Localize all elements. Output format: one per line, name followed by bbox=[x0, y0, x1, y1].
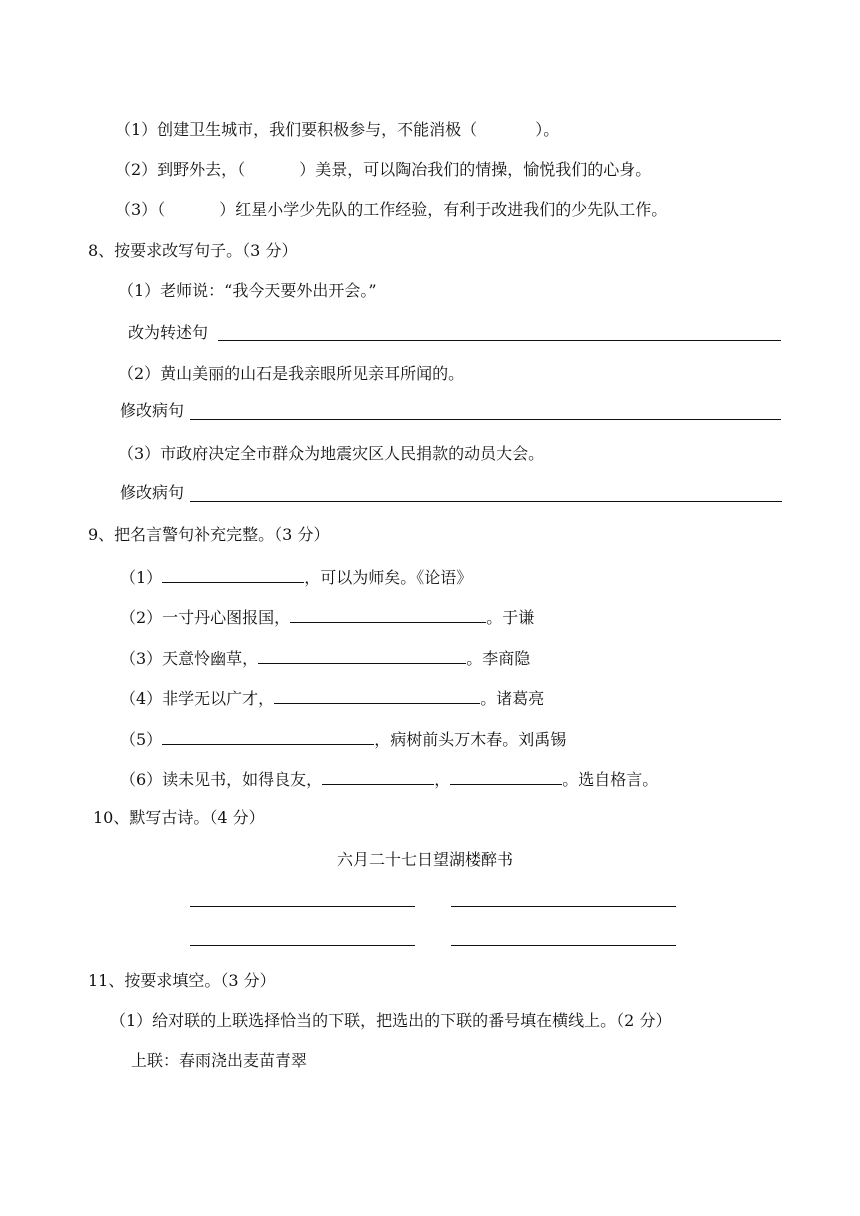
q7-item-2 bbox=[115, 159, 651, 181]
q9-item-6-middle: ， bbox=[434, 770, 451, 789]
q11-heading: 11、按要求填空。（3 分） bbox=[88, 971, 276, 990]
q8-item-2-answer-line[interactable] bbox=[190, 419, 781, 420]
q9-item-2-suffix: 。于谦 bbox=[486, 608, 535, 627]
q9-item-6 bbox=[120, 767, 658, 791]
q8-item-1-text: （1）老师说：“我今天要外出开会。” bbox=[118, 281, 377, 300]
q10-poem-line-1[interactable] bbox=[190, 906, 415, 907]
q9-heading: 9、把名言警句补充完整。（3 分） bbox=[88, 525, 330, 544]
q8-item-2-label: 修改病句 bbox=[120, 401, 185, 420]
q9-item-3-blank[interactable] bbox=[258, 646, 466, 664]
q11-upper-couplet: 上联：春雨浇出麦苗青翠 bbox=[131, 1051, 308, 1070]
q8-item-1-answer-line[interactable] bbox=[218, 340, 781, 341]
q9-item-5 bbox=[120, 727, 566, 751]
q9-item-3 bbox=[120, 646, 530, 670]
q9-item-4-suffix: 。诸葛亮 bbox=[480, 689, 545, 708]
q9-item-1 bbox=[120, 565, 472, 589]
q11-item-1-text: （1）给对联的上联选择恰当的下联，把选出的下联的番号填在横线上。（2 分） bbox=[110, 1011, 672, 1030]
q7-item-1 bbox=[115, 119, 559, 141]
q8-item-3-label: 修改病句 bbox=[120, 483, 185, 502]
q9-item-6-blank-1[interactable] bbox=[322, 767, 434, 785]
q9-item-4-prefix: （4）非学无以广才， bbox=[120, 689, 275, 708]
q9-item-6-prefix: （6）读未见书，如得良友， bbox=[120, 770, 323, 789]
q9-item-6-suffix: 。选自格言。 bbox=[562, 770, 659, 789]
q10-poem-line-2[interactable] bbox=[451, 906, 676, 907]
q9-item-4-blank[interactable] bbox=[274, 686, 480, 704]
q8-heading: 8、按要求改写句子。（3 分） bbox=[88, 241, 298, 260]
q7-item-3-suffix: ）红星小学少先队的工作经验，有利于改进我们的少先队工作。 bbox=[219, 200, 668, 219]
q9-item-3-prefix: （3）天意怜幽草， bbox=[120, 649, 259, 668]
q9-item-4 bbox=[120, 686, 544, 710]
q9-item-2-blank[interactable] bbox=[290, 605, 486, 623]
q8-item-1-label: 改为转述句 bbox=[128, 323, 209, 342]
q10-poem-line-4[interactable] bbox=[451, 945, 676, 946]
q9-item-2-prefix: （2）一寸丹心图报国， bbox=[120, 608, 291, 627]
q9-item-1-blank[interactable] bbox=[162, 565, 304, 583]
q8-item-3-text: （3）市政府决定全市群众为地震灾区人民捐款的动员大会。 bbox=[118, 444, 545, 463]
q10-poem-line-3[interactable] bbox=[190, 945, 415, 946]
q10-heading: 10、默写古诗。（4 分） bbox=[93, 808, 265, 827]
q8-item-2-text: （2）黄山美丽的山石是我亲眼所见亲耳所闻的。 bbox=[118, 364, 465, 383]
q9-item-6-blank-2[interactable] bbox=[450, 767, 562, 785]
q8-item-3-answer-line[interactable] bbox=[190, 501, 782, 502]
q7-item-3 bbox=[115, 199, 667, 221]
q9-item-1-prefix: （1） bbox=[120, 568, 163, 587]
q9-item-3-suffix: 。李商隐 bbox=[466, 649, 531, 668]
q9-item-5-suffix: ，病树前头万木春。刘禹锡 bbox=[374, 730, 567, 749]
q7-item-2-suffix: ）美景，可以陶冶我们的情操，愉悦我们的心身。 bbox=[299, 160, 652, 179]
q9-item-1-suffix: ，可以为师矣。《论语》 bbox=[304, 568, 473, 587]
q7-item-2-prefix: （2）到野外去，（ bbox=[115, 160, 246, 179]
q7-item-1-prefix: （1）创建卫生城市，我们要积极参与，不能消极（ bbox=[115, 120, 478, 139]
q9-item-5-prefix: （5） bbox=[120, 730, 163, 749]
q7-item-3-prefix: （3）（ bbox=[115, 200, 166, 219]
q9-item-5-blank[interactable] bbox=[162, 727, 374, 745]
q10-poem-title: 六月二十七日望湖楼醉书 bbox=[337, 850, 514, 869]
q9-item-2 bbox=[120, 605, 534, 629]
q7-item-1-suffix: ）。 bbox=[535, 120, 560, 139]
